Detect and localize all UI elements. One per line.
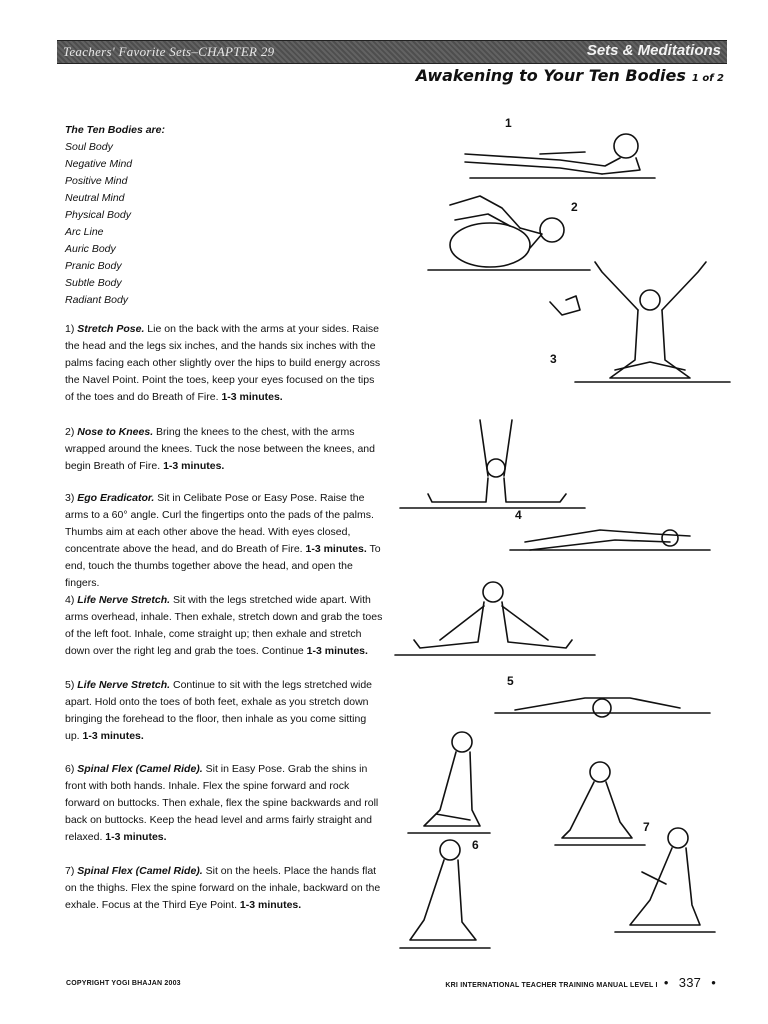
step-4	[65, 592, 383, 660]
step-7	[65, 863, 383, 914]
stretch-pose-figure	[465, 134, 655, 178]
step-duration: 1-3 minutes.	[82, 730, 144, 742]
list-item: Neutral Mind	[65, 192, 125, 204]
step-text: Sit in Easy Pose. Grab the shins in front with both hands. Inhale. Flex the spine forward and rock forward on buttocks. Then exhale, flex the spine backwards and roll back on buttocks. Keep the head level and arms fairly straight and relaxed.	[65, 763, 379, 843]
step-text: Sit with the legs stretched wide apart. With arms overhead, inhale. Then exhale, stretch down and grab the toes of the left foot. Inhale, come straight up; then exhale and stretch down over the right leg and grab the toes. Continue	[65, 594, 383, 657]
step-name: Nose to Knees.	[77, 426, 154, 438]
ten-bodies-heading: The Ten Bodies are:	[65, 124, 165, 136]
list-item: Subtle Body	[65, 277, 122, 289]
step-duration: 1-3 minutes.	[163, 460, 225, 472]
nose-to-knees-figure	[428, 196, 590, 270]
figure-number-7: 7	[643, 820, 650, 834]
figure-number-5: 5	[507, 674, 514, 688]
footer-bullet: •	[711, 975, 716, 990]
step-text: Sit in Celibate Pose or Easy Pose. Raise the arms to a 60° angle. Curl the fingertips onto the pads of the palms. Thumbs aim at each other above the head. With eyes closed, concentrate above the head, and do Breath of Fire.	[65, 492, 374, 555]
step-name: Life Nerve Stretch.	[77, 679, 171, 691]
step-text: Bring the knees to the chest, with the arms wrapped around the knees. Tuck the nose between the knees, and begin Breath of Fire.	[65, 426, 375, 472]
step-name: Spinal Flex (Camel Ride).	[77, 763, 203, 775]
footer-bullet: •	[663, 975, 669, 990]
step-name: Life Nerve Stretch.	[77, 594, 171, 606]
list-item: Soul Body	[65, 141, 113, 153]
step-text: Continue to sit with the legs stretched wide apart. Hold onto the toes of both feet, exhale as you stretch down bringing the forehead to the floor, then inhale as you come sitting up.	[65, 679, 373, 742]
step-text: Lie on the back with the arms at your sides. Raise the head and the legs six inches, and the hands six inches with the palms facing each other slightly over the hips to build energy across the Navel Point. Point the toes, keep your eyes focused on the tips of the toes and do Breath of Fire.	[65, 323, 381, 403]
step-duration: 1-3 minutes.	[221, 391, 283, 403]
step-number: 1)	[65, 323, 75, 335]
step-number: 4)	[65, 594, 75, 606]
step-name: Ego Eradicator.	[77, 492, 155, 504]
footer-manual	[445, 975, 720, 990]
illustrations-column	[380, 110, 740, 970]
wide-leg-stretch-figure	[395, 582, 710, 717]
step-duration: 1-3 minutes.	[239, 899, 302, 911]
step-after-text: To end, touch the thumbs together above the head, and open the fingers.	[65, 543, 381, 589]
step-text: Sit on the heels. Place the hands flat on the thighs. Flex the spine forward on the inhale, backward on the exhale. Focus at the Third Eye Point.	[65, 865, 381, 911]
list-item: Auric Body	[65, 243, 116, 255]
list-item: Positive Mind	[65, 175, 128, 187]
step-number: 2)	[65, 426, 75, 438]
page-title-sub: 1 of 2	[691, 73, 724, 84]
step-name: Stretch Pose.	[77, 323, 145, 335]
page-title	[416, 66, 724, 85]
list-item: Arc Line	[65, 226, 104, 238]
step-3	[65, 490, 383, 592]
step-duration: 1-3 minutes.	[305, 543, 367, 555]
footer-manual-title: KRI INTERNATIONAL TEACHER TRAINING MANUAL LEVEL I	[445, 982, 658, 989]
ego-eradicator-figure	[550, 262, 730, 382]
chapter-label: Teachers' Favorite Sets–CHAPTER 29	[63, 44, 275, 59]
step-1	[65, 321, 383, 406]
step-5	[65, 677, 383, 745]
step-name: Spinal Flex (Camel Ride).	[77, 865, 203, 877]
spinal-flex-easy-pose-figure	[400, 732, 490, 948]
list-item: Pranic Body	[65, 260, 122, 272]
life-nerve-stretch-figure	[400, 420, 710, 550]
ten-bodies-list	[65, 139, 383, 309]
step-number: 3)	[65, 492, 75, 504]
step-duration: 1-3 minutes.	[105, 831, 167, 843]
step-2	[65, 424, 383, 475]
step-number: 7)	[65, 865, 75, 877]
list-item: Physical Body	[65, 209, 131, 221]
page-number: 337	[678, 975, 702, 990]
step-number: 6)	[65, 763, 75, 775]
section-label: Sets & Meditations	[586, 42, 721, 59]
ten-bodies-section	[65, 122, 383, 309]
footer-copyright: COPYRIGHT YOGI BHAJAN 2003	[66, 980, 181, 987]
step-duration: 1-3 minutes.	[306, 645, 368, 657]
step-6	[65, 761, 383, 846]
pose-illustrations	[380, 110, 740, 970]
chapter-banner	[57, 40, 727, 64]
spinal-flex-heels-figure	[555, 762, 715, 932]
page-title-main: Awakening to Your Ten Bodies	[415, 66, 686, 85]
list-item: Negative Mind	[65, 158, 133, 170]
figure-number-1: 1	[505, 116, 512, 130]
figure-number-2: 2	[571, 200, 578, 214]
list-item: Radiant Body	[65, 294, 129, 306]
figure-number-3: 3	[550, 352, 557, 366]
figure-number-6: 6	[472, 838, 479, 852]
figure-number-4: 4	[515, 508, 522, 522]
step-number: 5)	[65, 679, 75, 691]
